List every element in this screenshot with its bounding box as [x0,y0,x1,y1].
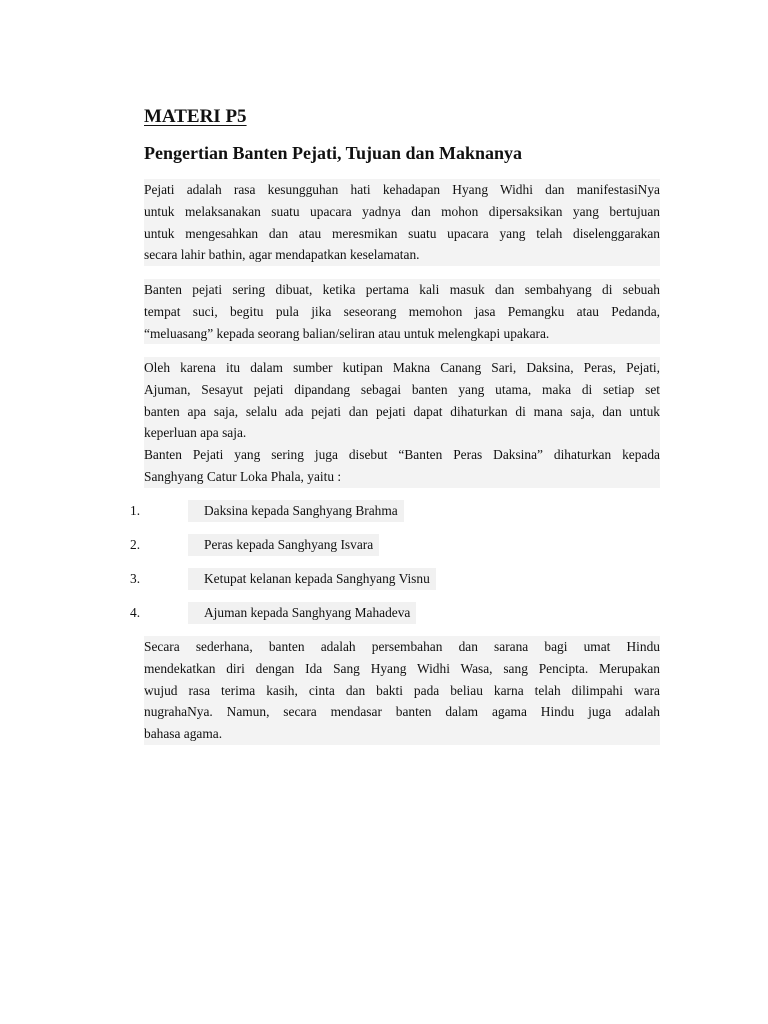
paragraph-line: wujud rasa terima kasih, cinta dan bakti pada beliau karna telah dilimpahi wara [144,680,660,702]
paragraph-line: Sanghyang Catur Loka Phala, yaitu : [144,466,660,488]
paragraph-line: Oleh karena itu dalam sumber kutipan Makna Canang Sari, Daksina, Peras, Pejati, [144,357,660,379]
paragraph-conclusion [144,636,660,745]
paragraph-line: Ajuman, Sesayut pejati dipandang sebagai banten yang utama, maka di setiap set [144,379,660,401]
list-item-text: Peras kepada Sanghyang Isvara [188,534,379,556]
page-title: MATERI P5 [144,106,247,127]
list-item-number: 1. [130,503,141,518]
paragraph-line: “meluasang” kepada seorang balian/seliran atau untuk melengkapi upakara. [144,323,660,345]
list-item-text: Ajuman kepada Sanghyang Mahadeva [188,602,416,624]
paragraph-significance [144,357,660,444]
paragraph-line: Secara sederhana, banten adalah persembahan dan sarana bagi umat Hindu [144,636,660,658]
section-subtitle: Pengertian Banten Pejati, Tujuan dan Maknanya [144,143,523,163]
paragraph-definition [144,179,660,266]
list-item-number: 3. [130,571,141,586]
list-item-text: Ketupat kelanan kepada Sanghyang Visnu [188,568,436,590]
paragraph-line: Banten pejati sering dibuat, ketika pertama kali masuk dan sembahyang di sebuah [144,279,660,301]
paragraph-line: bahasa agama. [144,723,660,745]
paragraph-line: untuk melaksanakan suatu upacara yadnya dan mohon dipersaksikan yang bertujuan [144,201,660,223]
paragraph-line: untuk mengesahkan dan atau meresmikan suatu upacara yang telah diselenggarakan [144,223,660,245]
paragraph-usage [144,279,660,344]
paragraph-line: nugrahaNya. Namun, secara mendasar banten dalam agama Hindu juga adalah [144,701,660,723]
paragraph-line: Pejati adalah rasa kesungguhan hati kehadapan Hyang Widhi dan manifestasiNya [144,179,660,201]
paragraph-line: Banten Pejati yang sering juga disebut “Banten Peras Daksina” dihaturkan kepada [144,444,660,466]
paragraph-line: mendekatkan diri dengan Ida Sang Hyang Widhi Wasa, sang Pencipta. Merupakan [144,658,660,680]
paragraph-peras-daksina [144,444,660,488]
paragraph-line: banten apa saja, selalu ada pejati dan pejati dapat dihaturkan di mana saja, dan untuk [144,401,660,423]
paragraph-line: keperluan apa saja. [144,422,660,444]
paragraph-line: tempat suci, begitu pula jika seseorang memohon jasa Pemangku atau Pedanda, [144,301,660,323]
list-item-number: 4. [130,605,141,620]
paragraph-line: secara lahir bathin, agar mendapatkan keselamatan. [144,244,660,266]
list-item-text: Daksina kepada Sanghyang Brahma [188,500,404,522]
list-item-number: 2. [130,537,141,552]
